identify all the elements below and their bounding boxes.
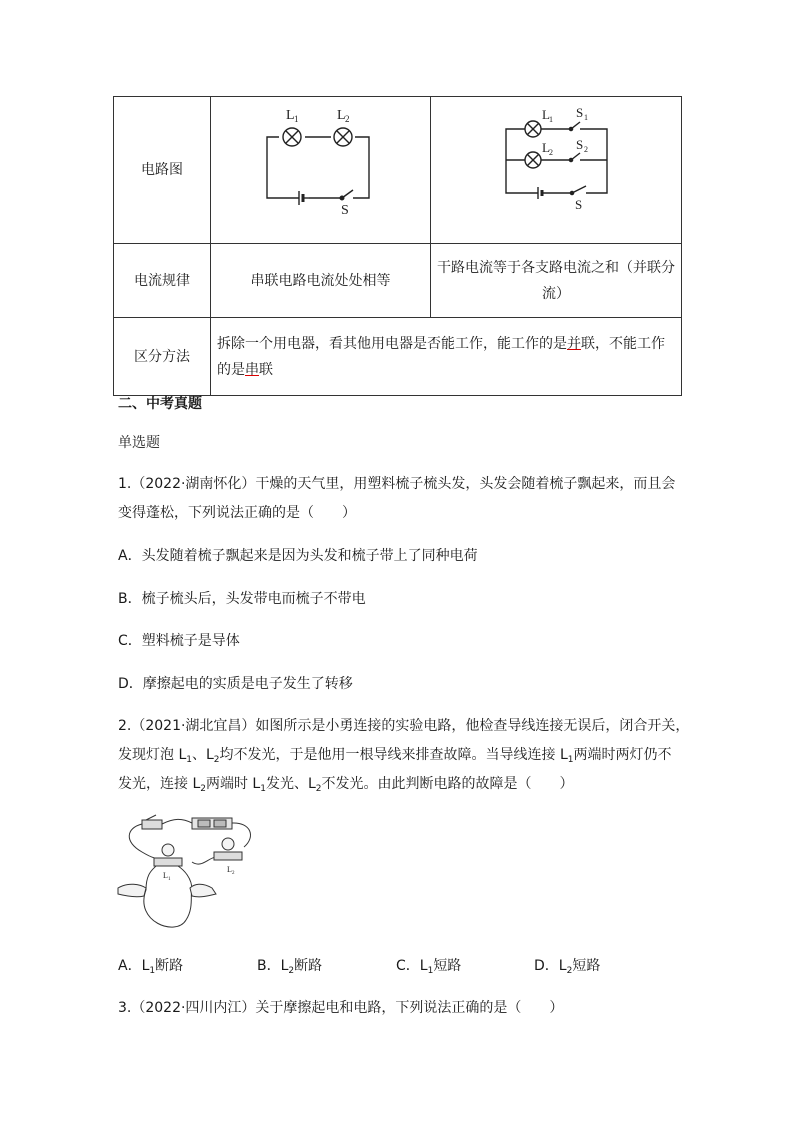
fig-label-L2: L [227, 865, 232, 874]
table-row-method [114, 318, 682, 396]
series-current-rule: 串联电路电流处处相等 [211, 244, 431, 318]
q1-stem-line1: 1.（2022·湖南怀化）干燥的天气里，用塑料梳子梳头发，头发会随着梳子飘起来，而且会 [118, 476, 676, 492]
label-L1: L [542, 107, 550, 122]
table-row-circuit [114, 97, 682, 244]
section-title: 二、中考真题 [118, 396, 202, 412]
table-row-current [114, 244, 682, 318]
series-circuit-cell [211, 97, 431, 244]
q3-stem-line1: 3.（2022·四川内江）关于摩擦起电和电路，下列说法正确的是（ ） [118, 1000, 564, 1016]
subsection-title: 单选题 [118, 435, 160, 451]
experiment-circuit-figure [116, 812, 276, 934]
method-text [211, 318, 682, 396]
fig-label-L1-sub: 1 [168, 877, 171, 882]
q1-stem-line2: 变得蓬松，下列说法正确的是（ ） [118, 505, 356, 521]
q1-option-b: B．梳子梳头后，头发带电而梳子不带电 [118, 591, 366, 607]
label-L2: L [337, 108, 346, 123]
q2-option-c: C．$L_1$短路 [396, 958, 462, 976]
label-S1: S [576, 105, 584, 120]
label-L1-sub: 1 [549, 115, 553, 124]
label-L1: L [286, 108, 295, 123]
method-text-c: 联 [259, 361, 273, 378]
q2-stem-line1: 2.（2021·湖北宜昌）如图所示是小勇连接的实验电路，他检查导线连接无误后，闭合开关， [118, 718, 690, 734]
parallel-circuit-diagram [431, 97, 681, 234]
parallel-circuit-cell [431, 97, 682, 244]
method-text-b: 联，不能工作的是 [217, 335, 665, 378]
fig-label-L1: L [163, 871, 168, 880]
word-parallel: 并 [567, 335, 581, 352]
label-L2: L [542, 140, 550, 155]
q1-option-a: A．头发随着梳子飘起来是因为头发和梳子带上了同种电荷 [118, 548, 478, 564]
row-header-current: 电流规律 [114, 244, 211, 318]
label-L2-sub: 2 [549, 148, 553, 157]
q1-option-c: C．塑料梳子是导体 [118, 633, 240, 649]
series-circuit-diagram [211, 97, 429, 234]
comparison-table [113, 96, 682, 396]
q2-option-d: D．$L_2$短路 [534, 958, 601, 976]
label-L1-sub: 1 [294, 114, 299, 124]
q2-option-b: B．$L_2$断路 [257, 958, 323, 976]
label-S: S [575, 197, 583, 212]
q1-option-d: D．摩擦起电的实质是电子发生了转移 [118, 676, 353, 692]
label-L2-sub: 2 [345, 114, 350, 124]
q2-stem-line2: 发现灯泡 $L_1$、$L_2$均不发光，于是他用一根导线来排查故障。当导线连接 $L_1$两端时两灯仍不 [118, 747, 672, 765]
word-series: 串 [245, 361, 259, 378]
row-header-circuit: 电路图 [114, 97, 211, 244]
q2-stem-line3: 发光，连接 $L_2$两端时 $L_1$发光、$L_2$不发光。由此判断电路的故障是（ ） [118, 776, 574, 794]
label-S1-sub: 1 [584, 113, 588, 122]
fig-label-L2-sub: 2 [232, 871, 235, 876]
label-S: S [341, 203, 349, 218]
q2-option-a: A．$L_1$断路 [118, 958, 184, 976]
label-S2: S [576, 137, 584, 152]
method-text-a: 拆除一个用电器，看其他用电器是否能工作，能工作的是 [217, 335, 567, 352]
row-header-method: 区分方法 [114, 318, 211, 396]
parallel-current-rule: 干路电流等于各支路电流之和（并联分流） [431, 244, 682, 318]
label-S2-sub: 2 [584, 145, 588, 154]
